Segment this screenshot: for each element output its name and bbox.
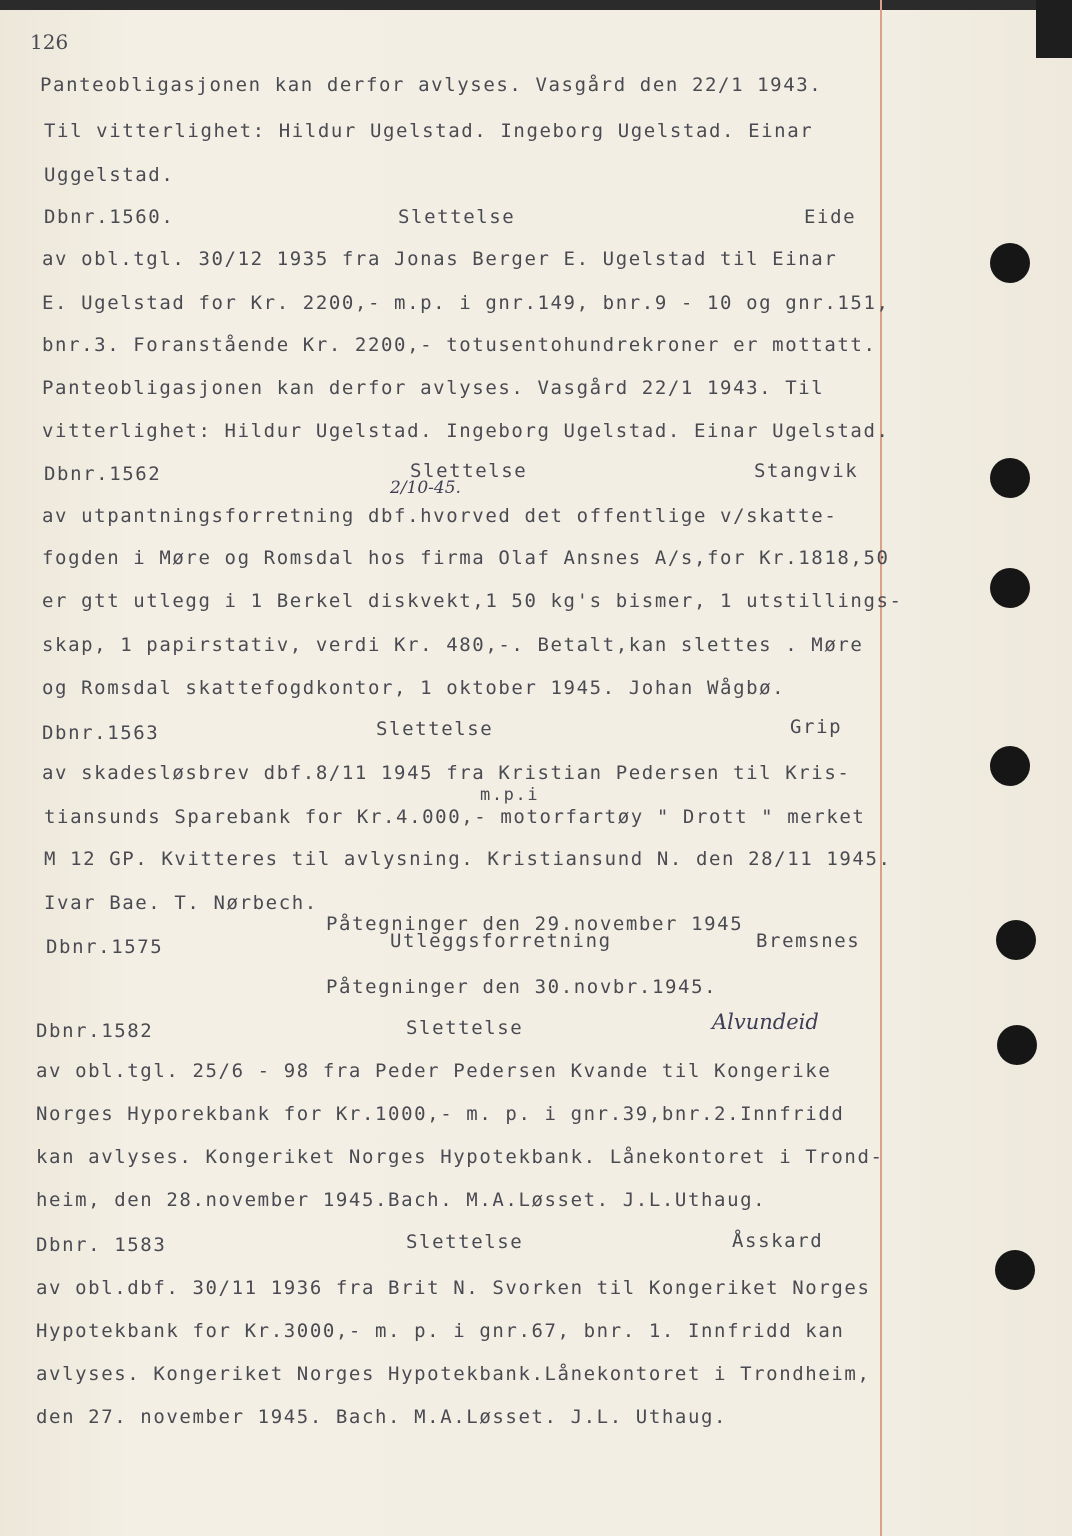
punch-hole <box>990 243 1030 283</box>
entry-number: Dbnr.1562 <box>44 463 162 485</box>
entry-number: Dbnr. 1583 <box>36 1234 167 1256</box>
text-line: heim, den 28.november 1945.Bach. M.A.Løsset. J.L.Uthaug. <box>36 1189 767 1211</box>
entry-number: Dbnr.1582 <box>36 1020 154 1042</box>
scan-top-edge <box>0 0 1072 10</box>
punch-hole <box>996 920 1036 960</box>
text-line: Til vitterlighet: Hildur Ugelstad. Ingeborg Ugelstad. Einar <box>44 120 814 142</box>
entry-place: Stangvik <box>754 460 859 482</box>
punch-hole <box>990 458 1030 498</box>
entry-place: Bremsnes <box>756 930 861 952</box>
text-line: skap, 1 papirstativ, verdi Kr. 480,-. Betalt,kan slettes . Møre <box>42 634 864 656</box>
text-line: avlyses. Kongeriket Norges Hypotekbank.Lånekontoret i Trondheim, <box>36 1363 871 1385</box>
text-line: tiansunds Sparebank for Kr.4.000,- motorfartøy " Drott " merket <box>44 806 866 828</box>
entry-number: Dbnr.1575 <box>46 936 164 958</box>
text-line: er gtt utlegg i 1 Berkel diskvekt,1 50 kg's bismer, 1 utstillings- <box>42 590 903 612</box>
text-line: av obl.tgl. 25/6 - 98 fra Peder Pedersen Kvande til Kongerike <box>36 1060 832 1082</box>
text-line: Hypotekbank for Kr.3000,- m. p. i gnr.67, bnr. 1. Innfridd kan <box>36 1320 845 1342</box>
handwritten-place: Alvundeid <box>712 1010 819 1034</box>
text-line: fogden i Møre og Romsdal hos firma Olaf Ansnes A/s,for Kr.1818,50 <box>42 547 890 569</box>
text-line: den 27. november 1945. Bach. M.A.Løsset. J.L. Uthaug. <box>36 1406 728 1428</box>
annotation-heading: Påtegninger den 30.novbr.1945. <box>326 976 718 998</box>
text-line: M 12 GP. Kvitteres til avlysning. Kristiansund N. den 28/11 1945. <box>44 848 892 870</box>
entry-type: Utleggsforretning <box>390 930 612 952</box>
handwritten-note: 2/10-45. <box>390 478 461 498</box>
text-line: av obl.dbf. 30/11 1936 fra Brit N. Svorken til Kongeriket Norges <box>36 1277 871 1299</box>
punch-hole <box>997 1025 1037 1065</box>
entry-type: Slettelse <box>410 460 528 482</box>
text-line: Norges Hyporekbank for Kr.1000,- m. p. i gnr.39,bnr.2.Innfridd <box>36 1103 845 1125</box>
text-line: vitterlighet: Hildur Ugelstad. Ingeborg Ugelstad. Einar Ugelstad. <box>42 420 890 442</box>
entry-place: Åsskard <box>732 1230 824 1252</box>
text-line: kan avlyses. Kongeriket Norges Hypotekbank. Lånekontoret i Trond- <box>36 1146 884 1168</box>
punch-hole <box>990 568 1030 608</box>
entry-type: Slettelse <box>398 206 516 228</box>
page-number: 126 <box>30 30 69 54</box>
annotation-heading: Påtegninger den 29.november 1945 <box>326 913 744 935</box>
text-line: av skadesløsbrev dbf.8/11 1945 fra Kristian Pedersen til Kris- <box>42 762 851 784</box>
entry-place: Grip <box>790 716 843 738</box>
text-line: og Romsdal skattefogdkontor, 1 oktober 1945. Johan Wågbø. <box>42 677 786 699</box>
text-line: Panteobligasjonen kan derfor avlyses. Vasgård den 22/1 1943. <box>40 74 823 96</box>
text-line: bnr.3. Foranstående Kr. 2200,- totusentohundrekroner er mottatt. <box>42 334 877 356</box>
text-line: av obl.tgl. 30/12 1935 fra Jonas Berger E. Ugelstad til Einar <box>42 248 838 270</box>
entry-number: Dbnr.1560. <box>44 206 175 228</box>
interlinear-note: m.p.i <box>480 785 540 805</box>
punch-hole <box>995 1250 1035 1290</box>
text-line: Uggelstad. <box>44 164 175 186</box>
margin-rule <box>880 0 882 1536</box>
punch-hole <box>990 746 1030 786</box>
entry-type: Slettelse <box>406 1017 524 1039</box>
entry-place: Eide <box>804 206 857 228</box>
text-line: E. Ugelstad for Kr. 2200,- m.p. i gnr.149, bnr.9 - 10 og gnr.151, <box>42 292 890 314</box>
scan-corner-shadow <box>1036 0 1072 58</box>
entry-type: Slettelse <box>406 1231 524 1253</box>
text-line: Ivar Bae. T. Nørbech. <box>44 892 318 914</box>
text-line: Panteobligasjonen kan derfor avlyses. Vasgård 22/1 1943. Til <box>42 377 825 399</box>
entry-number: Dbnr.1563 <box>42 722 160 744</box>
entry-type: Slettelse <box>376 718 494 740</box>
text-line: av utpantningsforretning dbf.hvorved det offentlige v/skatte- <box>42 505 838 527</box>
